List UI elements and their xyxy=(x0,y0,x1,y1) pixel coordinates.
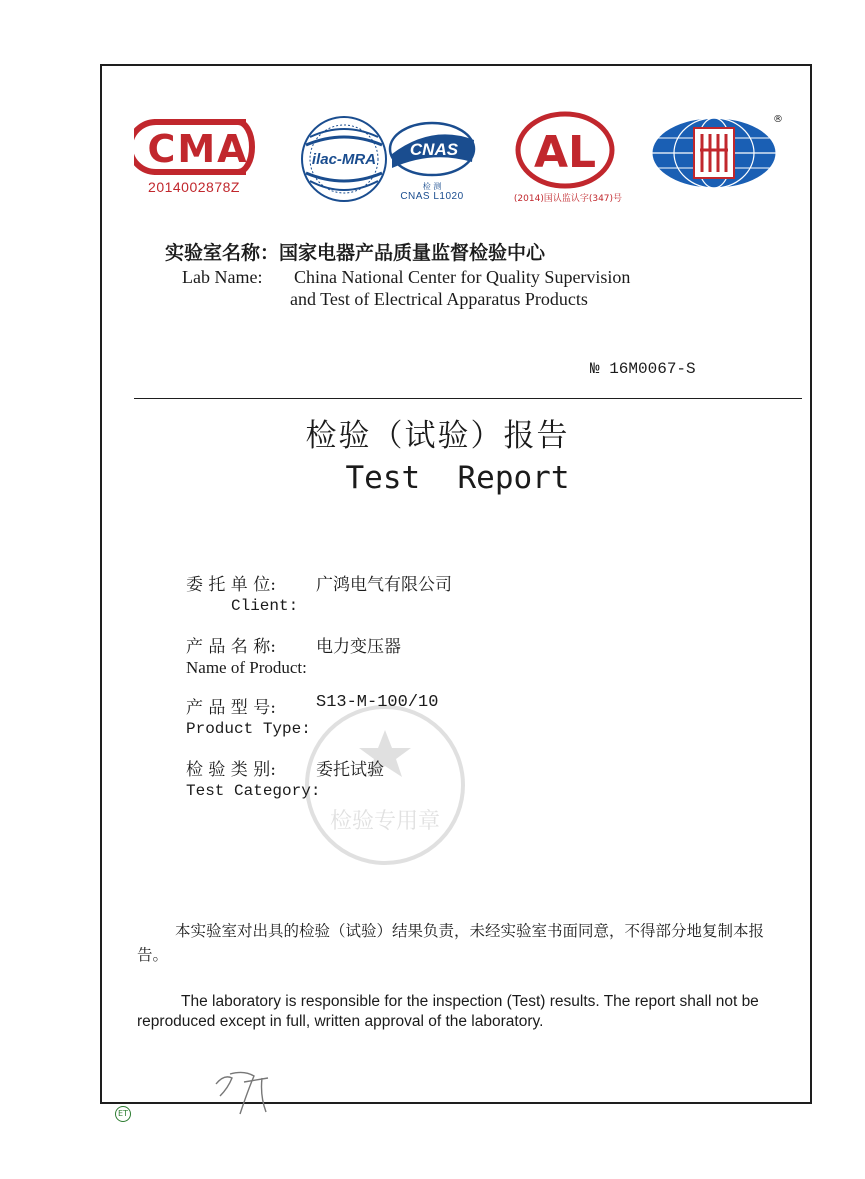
test-category-label-cn: 检 验 类 别: xyxy=(186,760,276,780)
cnas-code: CNAS L1020 xyxy=(400,191,464,202)
lab-name-en-line2: and Test of Electrical Apparatus Products xyxy=(290,289,588,309)
cqc-globe-logo xyxy=(650,116,778,190)
cma-logo xyxy=(134,116,256,178)
cal-license: (2014)国认监认字(347)号 xyxy=(513,194,623,204)
report-number: № 16M0067-S xyxy=(590,360,696,378)
product-name-value: 电力变压器 xyxy=(316,637,401,657)
official-seal xyxy=(300,700,470,870)
svg-text:AL: AL xyxy=(533,127,597,178)
report-title-cn: 检验（试验）报告 xyxy=(305,418,570,454)
product-type-label-cn: 产 品 型 号: xyxy=(186,698,276,718)
svg-text:检验专用章: 检验专用章 xyxy=(329,809,441,834)
report-title-en: Test Report xyxy=(345,460,570,496)
svg-text:ilac-MRA: ilac-MRA xyxy=(311,151,377,168)
cal-logo xyxy=(513,110,617,190)
cnas-caption-cn: 检 测 xyxy=(422,182,442,191)
svg-text:CMA: CMA xyxy=(147,127,249,171)
test-category-label-en: Test Category: xyxy=(186,782,321,800)
lab-name-en-line1: China National Center for Quality Supervision xyxy=(294,267,631,287)
lab-name-cn: 实验室名称：国家电器产品质量监督检验中心 xyxy=(165,242,546,264)
registered-mark: ® xyxy=(773,114,783,125)
svg-text:CNAS: CNAS xyxy=(409,140,459,159)
cnas-logo xyxy=(386,118,478,182)
cma-number: 2014002878Z xyxy=(148,179,240,195)
client-label-en: Client: xyxy=(231,597,299,615)
lab-name-label: Lab Name: xyxy=(182,267,263,287)
header-divider xyxy=(134,398,802,399)
client-label-cn: 委 托 单 位: xyxy=(186,575,276,595)
product-name-label-cn: 产 品 名 称: xyxy=(186,637,276,657)
notice-cn: 本实验室对出具的检验（试验）结果负责，未经实验室书面同意，不得部分地复制本报告。 xyxy=(137,922,765,964)
test-category-value: 委托试验 xyxy=(316,760,384,780)
product-name-label-en: Name of Product: xyxy=(186,658,307,677)
notice-en: The laboratory is responsible for the inspection (Test) results. The report shall not be reproduced except in full, written approval of the laboratory. xyxy=(137,993,759,1030)
corner-mark: ET xyxy=(115,1106,131,1122)
product-type-label-en: Product Type: xyxy=(186,720,311,738)
product-type-value: S13-M-100/10 xyxy=(316,693,439,712)
ilac-mra-logo xyxy=(296,115,392,205)
handwritten-mark xyxy=(210,1066,290,1122)
client-value: 广鸿电气有限公司 xyxy=(316,575,452,595)
